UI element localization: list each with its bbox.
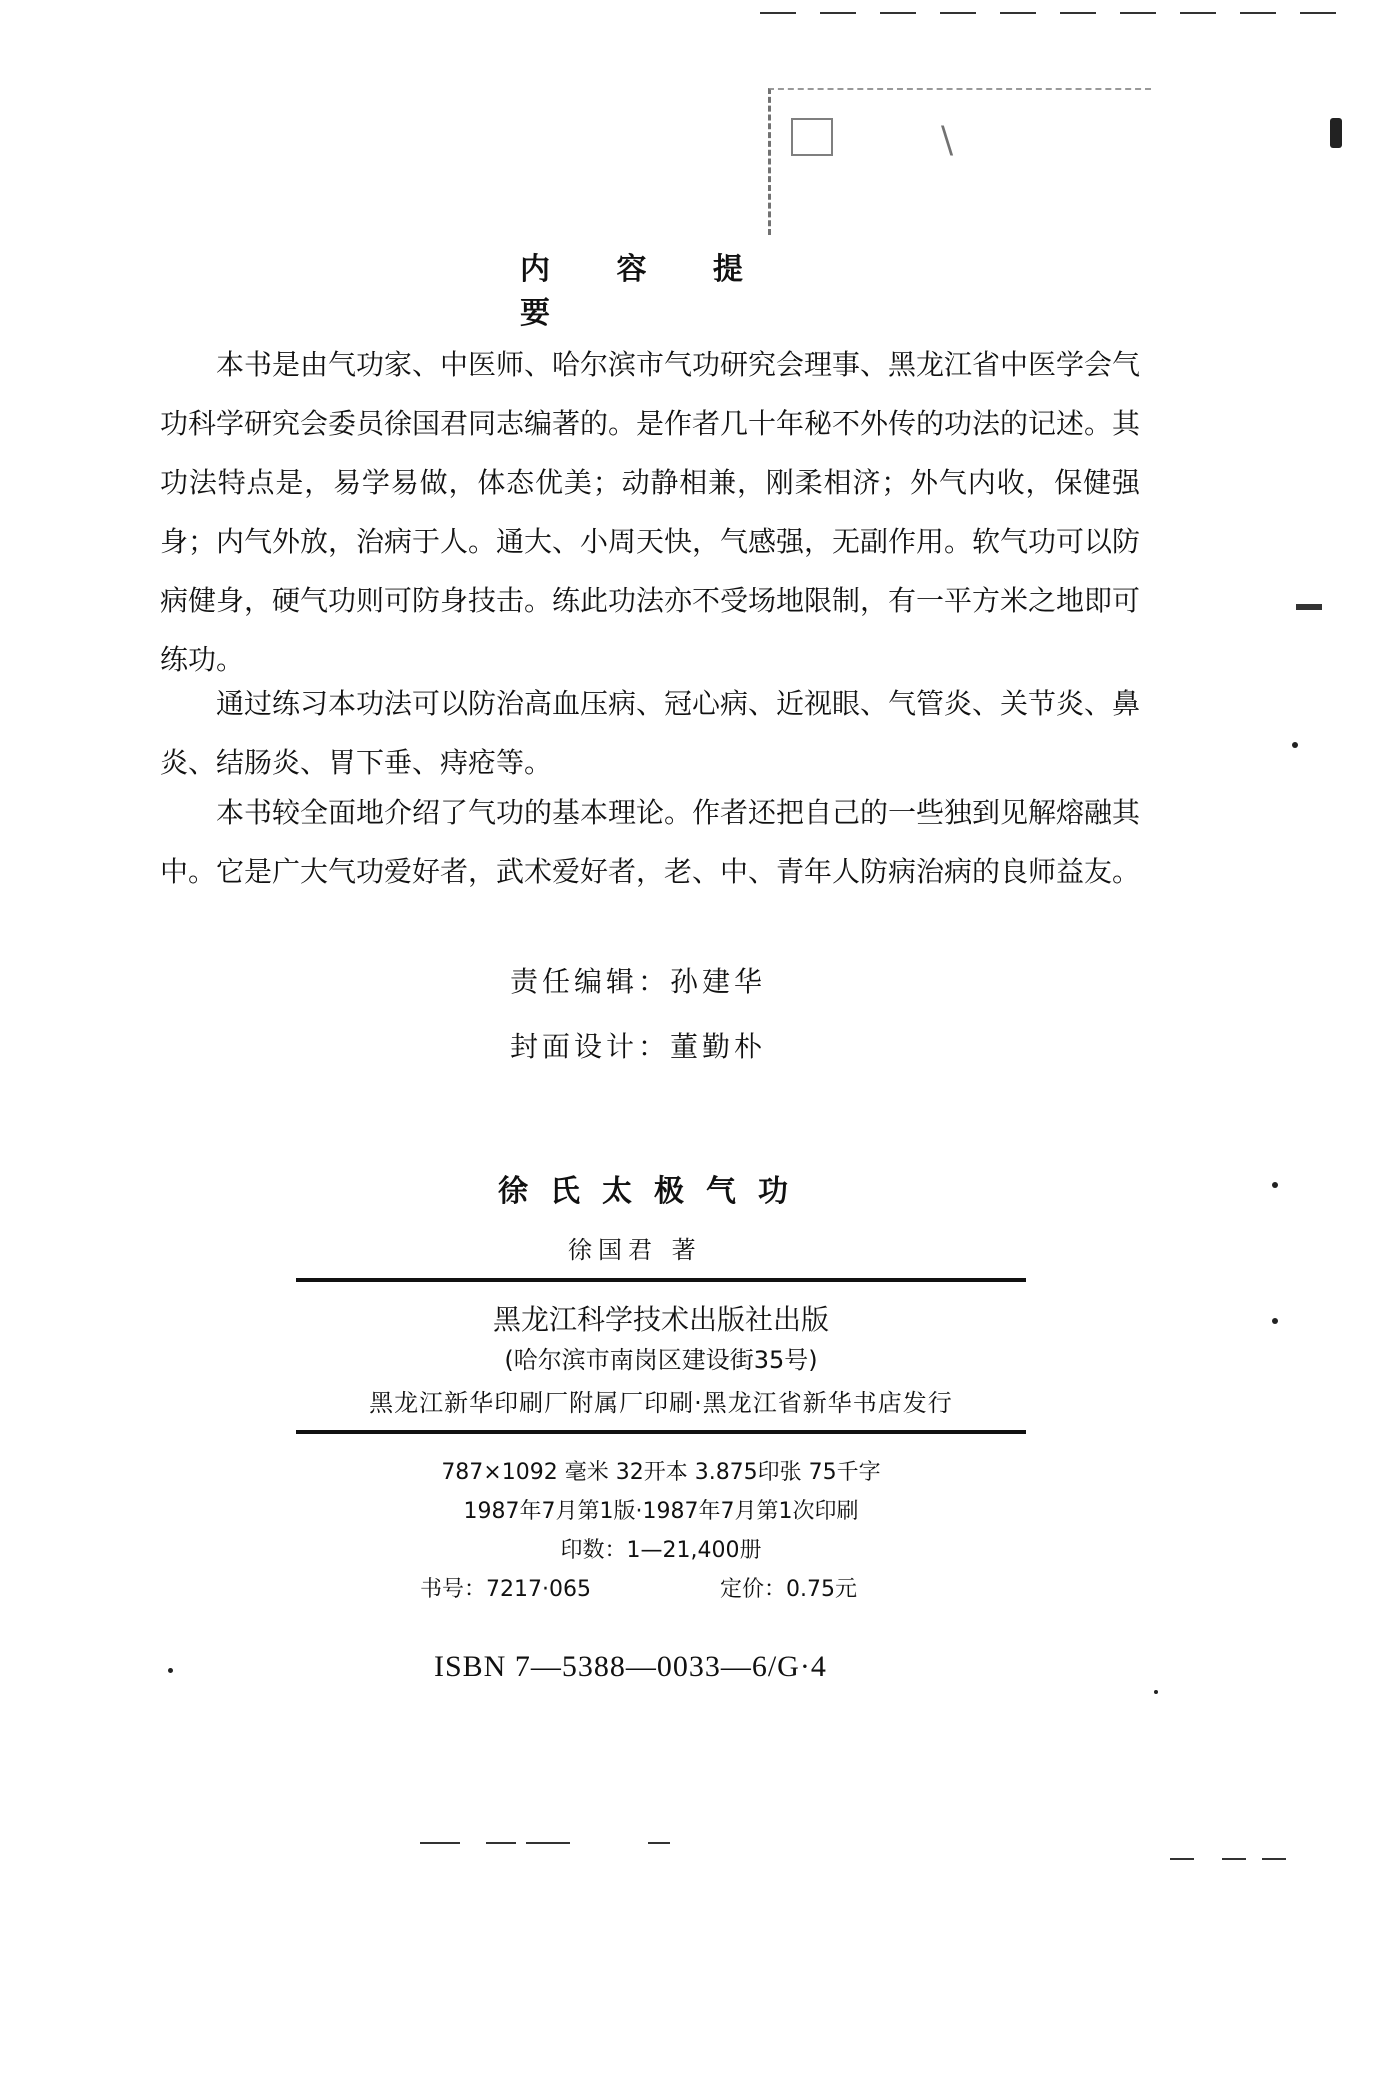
scan-artifact <box>940 12 976 14</box>
scan-artifact <box>1272 1318 1278 1324</box>
editor-credit: 责任编辑：孙建华 <box>510 965 767 998</box>
book-number-price-row <box>420 1572 900 1603</box>
scan-artifact <box>1300 12 1336 14</box>
summary-paragraph-2: 通过练习本功法可以防治高血压病、冠心病、近视眼、气管炎、关节炎、鼻炎、结肠炎、胃下垂、痔疮等。 <box>160 687 1141 779</box>
scan-artifact <box>1120 12 1156 14</box>
scan-artifact <box>486 1842 516 1844</box>
scan-artifact <box>1000 12 1036 14</box>
scan-artifact <box>168 1668 173 1673</box>
stamp-glyph: \ <box>941 120 954 161</box>
price: 定价：0.75元 <box>720 1577 857 1602</box>
scan-artifact <box>1222 1858 1246 1860</box>
divider-bottom <box>296 1430 1026 1434</box>
edition-spec: 1987年7月第1版·1987年7月第1次印刷 <box>463 1499 859 1524</box>
scan-artifact <box>760 12 796 14</box>
scan-artifact <box>1330 118 1342 148</box>
scan-artifact <box>1296 604 1322 610</box>
scan-artifact <box>820 12 856 14</box>
library-stamp <box>768 88 1151 235</box>
format-spec: 787×1092 毫米 32开本 3.875印张 75千字 <box>441 1460 881 1485</box>
scan-artifact <box>1272 1182 1278 1188</box>
scan-artifact <box>880 12 916 14</box>
cover-design-credit: 封面设计：董勤朴 <box>510 1030 767 1063</box>
divider-top <box>296 1278 1026 1282</box>
scan-artifact <box>1170 1858 1194 1860</box>
scan-artifact <box>1292 742 1298 748</box>
book-author: 徐国君 著 <box>568 1236 702 1264</box>
printer-distributor: 黑龙江新华印刷厂附属厂印刷·黑龙江省新华书店发行 <box>369 1389 953 1417</box>
scan-artifact <box>420 1842 460 1844</box>
summary-title: 内 容 提 要 <box>520 252 771 331</box>
book-number: 书号：7217·065 <box>420 1577 591 1602</box>
isbn: ISBN 7—5388—0033—6/G·4 <box>434 1650 827 1683</box>
print-run: 印数：1—21,400册 <box>560 1538 762 1563</box>
summary-paragraph-1: 本书是由气功家、中医师、哈尔滨市气功研究会理事、黑龙江省中医学会气功科学研究会委员徐国君同志编著的。是作者几十年秘不外传的功法的记述。其功法特点是，易学易做，体态优美；动静相兼，刚柔相济；外气内收，保健强身；内气外放，治病于人。通大、小周天快，气感强，无副作用。软气功可以防病健身，硬气功则可防身技击。练此功法亦不受场地限制，有一平方米之地即可练功。 <box>160 348 1141 676</box>
scan-artifact <box>1154 1690 1158 1694</box>
scan-artifact <box>1180 12 1216 14</box>
publisher-name: 黑龙江科学技术出版社出版 <box>492 1303 829 1336</box>
scan-artifact <box>648 1842 670 1844</box>
summary-paragraph-3: 本书较全面地介绍了气功的基本理论。作者还把自己的一些独到见解熔融其中。它是广大气功爱好者，武术爱好者，老、中、青年人防病治病的良师益友。 <box>160 796 1141 888</box>
scan-artifact <box>526 1842 570 1844</box>
scan-artifact <box>1262 1858 1286 1860</box>
book-title: 徐氏太极气功 <box>498 1174 810 1209</box>
scan-artifact <box>1060 12 1096 14</box>
publisher-address: (哈尔滨市南岗区建设街35号) <box>504 1346 818 1374</box>
stamp-mark <box>791 118 833 156</box>
scan-artifact <box>1240 12 1276 14</box>
